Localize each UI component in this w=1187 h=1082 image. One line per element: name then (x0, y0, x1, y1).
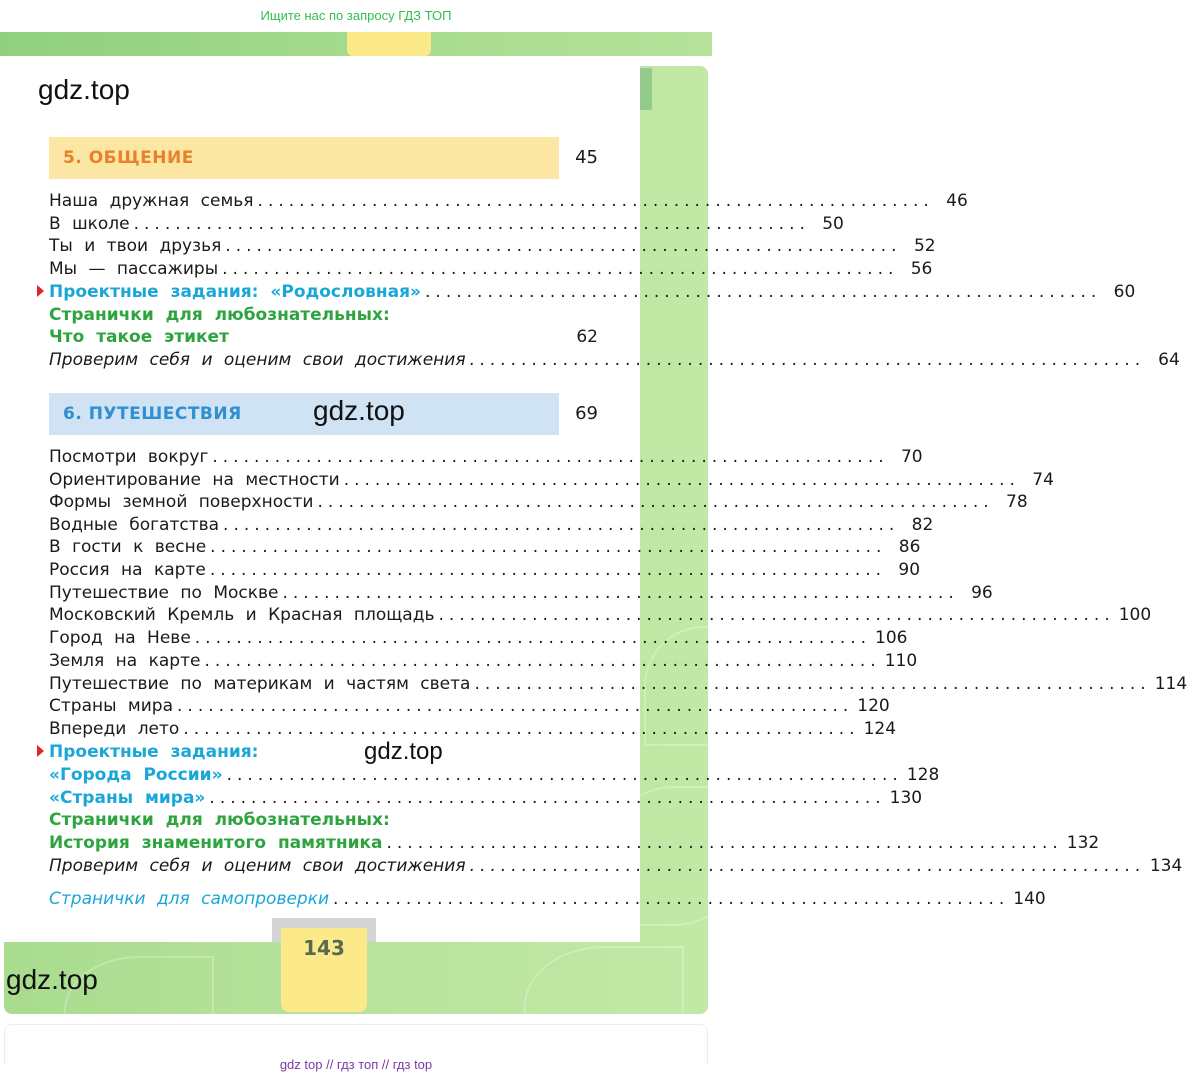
dot-leader: ................................................................. (204, 651, 881, 671)
toc-entry-project[interactable] (49, 764, 940, 786)
top-banner[interactable]: Ищите нас по запросу ГДЗ ТОП (260, 8, 452, 23)
toc-entry-page: 114 (1154, 674, 1187, 694)
toc-entry[interactable] (49, 582, 993, 604)
dot-leader: ................................................................. (223, 515, 900, 535)
toc-entry-curious-heading (49, 809, 598, 831)
toc-entry-page: 132 (1066, 833, 1100, 853)
toc-entry[interactable] (49, 491, 1028, 513)
toc-entry-page: 128 (906, 765, 940, 785)
toc-entry-page: 106 (875, 628, 908, 648)
toc-entry-title: Московский Кремль и Красная площадь (49, 605, 435, 625)
toc-entry-title: Проверим себя и оценим свои достижения (49, 350, 466, 370)
dot-leader: ................................................................. (438, 605, 1115, 625)
dot-leader: . (232, 327, 245, 347)
toc-entry-title: Земля на карте (49, 651, 201, 671)
bottom-banner[interactable]: gdz top // гдз топ // гдз top (279, 1057, 433, 1072)
toc-entry-curious[interactable] (49, 832, 1100, 854)
toc-entry-title: В гости к весне (49, 537, 207, 557)
toc-entry-title: Ориентирование на местности (49, 470, 340, 490)
red-triangle-marker-icon (37, 745, 44, 757)
toc-entry-title: Страны мира (49, 696, 174, 716)
toc-entry-page: 130 (889, 788, 923, 808)
toc-entry[interactable] (49, 235, 936, 257)
toc-entry-page: 56 (910, 259, 933, 279)
watermark: gdz.top (313, 395, 405, 426)
toc-entry-title: Город на Неве (49, 628, 191, 648)
toc-entry-page: 100 (1118, 605, 1152, 625)
toc-entry-project[interactable] (49, 787, 923, 809)
toc-entry-self-check[interactable] (49, 888, 1046, 910)
toc-entry-self-test[interactable] (49, 855, 1183, 877)
toc-entry-page: 60 (1113, 282, 1136, 302)
toc-entry-page: 74 (1032, 470, 1054, 490)
toc-entry-title: Что такое этикет (49, 327, 229, 347)
toc-entry[interactable] (49, 469, 1054, 491)
toc-entry[interactable] (49, 695, 890, 717)
toc-entry-page: 134 (1149, 856, 1183, 876)
toc-entry-page: 140 (1013, 889, 1046, 909)
dot-leader: ................................................................. (317, 492, 994, 512)
toc-entry[interactable] (49, 650, 918, 672)
toc-entry-page: 82 (911, 515, 934, 535)
toc-entry-self-test[interactable] (49, 349, 1180, 371)
toc-entry-title: «Города России» (49, 765, 223, 785)
watermark: gdz.top (38, 74, 130, 105)
dot-leader: ................................................................. (133, 214, 810, 234)
toc-entry[interactable] (49, 446, 923, 468)
toc-entry-title: Формы земной поверхности (49, 492, 314, 512)
toc-entry[interactable] (49, 213, 844, 235)
section-page-number: 45 (575, 147, 598, 168)
toc-entry-title: Странички для любознательных: (49, 305, 390, 325)
toc-entry-page: 46 (946, 191, 968, 211)
toc-entry-page: 50 (822, 214, 844, 234)
toc-entry-title: Водные богатства (49, 515, 220, 535)
toc-entry[interactable] (49, 514, 934, 536)
toc-entry-title: Впереди лето (49, 719, 180, 739)
toc-entry-title: Проектные задания: (49, 742, 259, 762)
page-number: 143 (303, 936, 345, 960)
toc-entry-curious[interactable] (49, 326, 598, 348)
toc-entry[interactable] (49, 627, 908, 649)
toc-entry-page: 78 (1006, 492, 1028, 512)
dot-leader: ................................................................. (469, 350, 1146, 370)
toc-entry-project-heading (49, 741, 598, 763)
toc-entry-page: 52 (913, 236, 936, 256)
dot-leader: ................................................................. (212, 447, 889, 467)
toc-entry[interactable] (49, 673, 1187, 695)
dot-leader: ................................................................. (209, 788, 886, 808)
previous-page-strip (0, 32, 712, 56)
toc-entry-page: 96 (971, 583, 993, 603)
toc-entry-title: Путешествие по материкам и частям света (49, 674, 471, 694)
dot-leader: ................................................................. (282, 583, 959, 603)
toc-entry[interactable] (49, 258, 933, 280)
toc-entry-title: Путешествие по Москве (49, 583, 279, 603)
dot-leader: ................................................................. (194, 628, 872, 648)
dot-leader: ................................................................. (343, 470, 1020, 490)
dot-leader: ................................................................. (333, 889, 1010, 909)
toc-entry-page: 90 (898, 560, 921, 580)
section-heading-travels: 6. ПУТЕШЕСТВИЯ (49, 393, 559, 435)
toc-entry-title: В школе (49, 214, 130, 234)
previous-page-tab (347, 32, 431, 56)
toc-entry-title: Наша дружная семья (49, 191, 254, 211)
toc-entry-title: История знаменитого памятника (49, 833, 383, 853)
toc-entry-title: «Страны мира» (49, 788, 206, 808)
dot-leader: ................................................................. (177, 696, 854, 716)
toc-entry-title: Проектные задания: «Родословная» (49, 282, 422, 302)
toc-entry[interactable] (49, 559, 921, 581)
toc-entry-project[interactable] (49, 281, 1136, 303)
toc-entry-title: Ты и твои друзья (49, 236, 222, 256)
toc-entry-title: Россия на карте (49, 560, 206, 580)
dot-leader: ................................................................. (425, 282, 1102, 302)
toc-entry-title: Странички для самопроверки (49, 889, 330, 909)
toc-entry[interactable] (49, 536, 921, 558)
dot-leader: ................................................................. (209, 560, 887, 580)
watermark: gdz.top (6, 964, 98, 995)
toc-entry-page: 86 (898, 537, 921, 557)
dot-leader: ................................................................. (226, 765, 903, 785)
toc-entry-page: 124 (863, 719, 897, 739)
toc-entry-page: 62 (576, 327, 598, 347)
section-page-number: 69 (575, 403, 598, 424)
toc-entry-page: 64 (1158, 350, 1180, 370)
toc-entry-title: Мы — пассажиры (49, 259, 219, 279)
toc-entry-title: Проверим себя и оценим свои достижения (49, 856, 466, 876)
toc-entry[interactable] (49, 718, 897, 740)
dot-leader: ................................................................. (386, 833, 1063, 853)
toc-entry-page: 70 (900, 447, 923, 467)
toc-entry[interactable] (49, 604, 1152, 626)
scrollbar-thumb[interactable] (640, 68, 652, 110)
toc-entry-curious-heading (49, 304, 598, 326)
watermark: gdz.top (364, 738, 443, 765)
toc-entry-title: Странички для любознательных: (49, 810, 390, 830)
toc-entry-page: 120 (857, 696, 890, 716)
toc-entry[interactable] (49, 190, 968, 212)
dot-leader: ................................................................. (474, 674, 1151, 694)
dot-leader: ................................................................. (469, 856, 1146, 876)
toc-entry-page: 110 (884, 651, 918, 671)
dot-leader: ................................................................. (225, 236, 902, 256)
red-triangle-marker-icon (37, 285, 44, 297)
section-heading-communication: 5. ОБЩЕНИЕ (49, 137, 559, 179)
dot-leader: ................................................................. (222, 259, 899, 279)
dot-leader: ................................................................. (210, 537, 887, 557)
toc-entry-title: Посмотри вокруг (49, 447, 209, 467)
dot-leader: ................................................................. (183, 719, 860, 739)
dot-leader: ................................................................. (257, 191, 934, 211)
